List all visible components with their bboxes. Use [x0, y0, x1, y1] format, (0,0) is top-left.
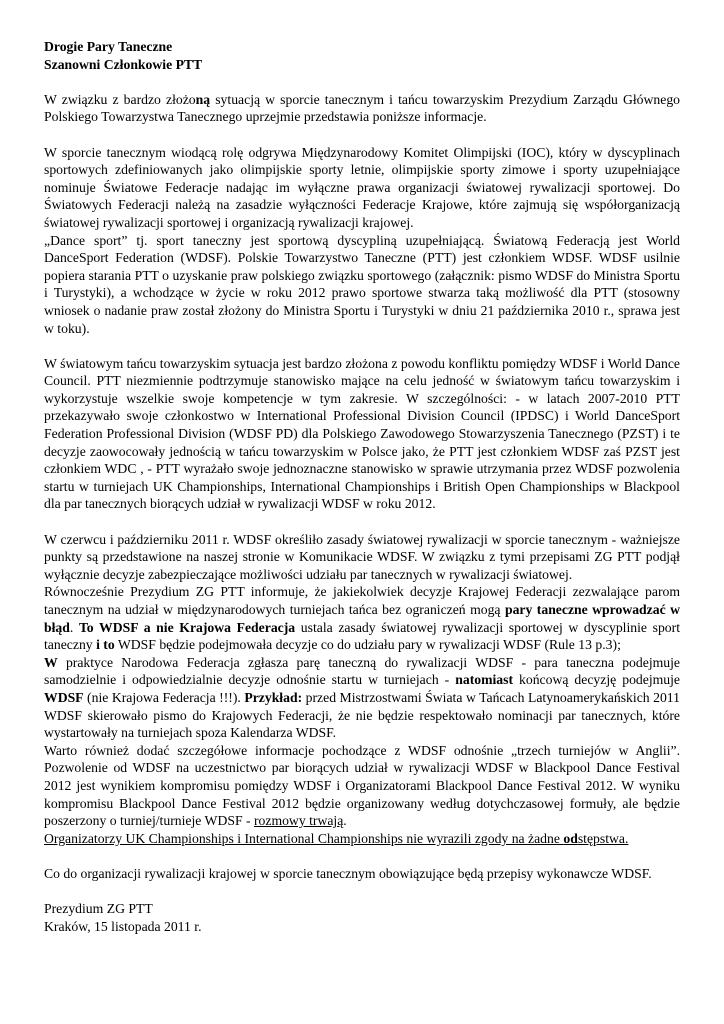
spacer: [44, 847, 680, 865]
signature-block: [44, 900, 680, 935]
uk-underline-bold: od: [563, 830, 578, 846]
uk-paragraph: [44, 830, 680, 848]
also-bold-3: i to: [96, 637, 115, 653]
blackpool-text-1: Warto również dodać szczegółowe informacje pochodzące z WDSF odnośnie „trzech turniejów w Anglii”. Pozwolenie od WDSF na uczestnictwo par biorących udział w rywalizacji WDSF w Blackpool Dance Festival 2012 jest wynikiem kompromisu pomiędzy WDSF i Organizatorami Blackpool Dance Festival 2012. W wyniku kompromisu Blackpool Dance Festival 2012 będzie organizowany według dotychczasowej formuły, ale będzie poszerzony o turniej/turnieje WDSF -: [44, 742, 680, 829]
practice-paragraph: [44, 654, 680, 742]
intro-bold: ną: [195, 91, 211, 107]
practice-text-1: praktyce Narodowa Federacja zgłasza parę taneczną do rywalizacji WDSF - para taneczna podejmuje samodzielnie i odpowiedzialnie decyzje odnośnie startu w turniejach -: [44, 654, 680, 688]
blackpool-underline: rozmowy trwają: [253, 813, 344, 829]
also-text-3: ustala zasady światowej rywalizacji sportowej w dyscyplinie sport taneczny: [44, 619, 681, 653]
ioc-paragraph: W sporcie tanecznym wiodącą rolę odgrywa Międzynarodowy Komitet Olimpijski (IOC), który w dyscyplinach sportowych zdefiniowanych jako olimpijskie sporty letnie, olimpijskie sporty zimowe i sporty uzupełniające nominuje Światowe Federacje nadając im wyłączne prawa organizacji światowej rywalizacji sportowej. Do Światowych Federacji należą na zasadzie wyłączności Federacje Krajowe, które zajmują się współorganizacją światowej rywalizacji sportowej i organizacją rywalizacji krajowej.: [44, 144, 680, 230]
practice-bold-3: WDSF: [44, 689, 84, 705]
spacer: [44, 883, 680, 901]
spacer: [44, 513, 680, 531]
signature-line-2: Kraków, 15 listopada 2011 r.: [44, 918, 202, 934]
also-text-4: WDSF będzie podejmowała decyzje co do udziału pary w rywalizacji WDSF (Rule 13 p.3);: [114, 637, 621, 653]
national-paragraph: Co do organizacji rywalizacji krajowej w sporcie tanecznym obowiązujące będą przepisy wykonawcze WDSF.: [44, 865, 652, 881]
practice-bold-2: natomiast: [455, 672, 514, 688]
practice-text-2: końcową decyzję podejmuje: [513, 672, 680, 688]
practice-bold-1: W: [44, 654, 58, 670]
also-bold-1: pary taneczne wprowadzać w błąd: [44, 602, 680, 635]
blackpool-paragraph: [44, 742, 680, 830]
uk-underline-1: Organizatorzy UK Championships i International Championships nie wyrazili zgody na żadne: [44, 830, 564, 846]
salutation-line-2: Szanowni Członkowie PTT: [44, 56, 203, 72]
blackpool-text-2: .: [343, 813, 347, 829]
also-bold-2: To WDSF a nie Krajowa Federacja: [78, 619, 296, 635]
also-text-1: Równocześnie Prezydium ZG PTT informuje, że jakiekolwiek decyzje Krajowej Federacji zezwalające parom tanecznym na udział w międzynarodowych turniejach tańca bez ograniczeń mogą: [44, 584, 680, 617]
intro-paragraph: [44, 91, 680, 126]
practice-bold-4: Przykład:: [244, 689, 303, 705]
also-text-2: .: [69, 619, 79, 635]
salutation: [44, 38, 680, 73]
dancesport-paragraph: „Dance sport” tj. sport taneczny jest sportową dyscypliną uzupełniającą. Światową Federacją jest World DanceSport Federation (WDSF). Polskie Towarzystwo Taneczne (PTT) jest członkiem WDSF. WDSF usilnie popiera starania PTT o uzyskanie praw polskiego związku sportowego (załącznik: pismo WDSF do Ministra Sportu i Turystyki), a wchodzące w życie w roku 2012 prawo sportowe stwarza taką możliwość dla PTT (stosowny wniosek o nadanie praw został złożony do Ministra Sportu i Turystyki w dniu 21 października 2010 r., sprawa jest w toku).: [44, 232, 680, 336]
conflict-paragraph: W światowym tańcu towarzyskim sytuacja jest bardzo złożona z powodu konfliktu pomiędzy WDSF i World Dance Council. PTT niezmiennie podtrzymuje stanowisko mające na celu jedność w światowym tańcu towarzyskim i wykorzystuje wszelkie swoje kompetencje w tym zakresie. W szczególności: - w latach 2007-2010 PTT przekazywało swoje członkostwo w International Professional Division Council (IPDSC) i World DanceSport Federation Professional Division (WDSF PD) dla Polskiego Zawodowego Stowarzyszenia Tanecznego (PZST) i te decyzje zaowocowały jednością w tańcu towarzyskim w Polsce jako, że PTT jest członkiem WDSF zaś PZST jest członkiem WDC , - PTT wyrażało swoje jednoznaczne stanowisko w sprawie utrzymania przez WDSF pozwolenia startu w turniejach UK Championships, International Championships i British Open Championships w Blackpool dla par tanecznych biorących udział w rywalizacji WDSF w roku 2012.: [44, 355, 680, 512]
also-paragraph: [44, 583, 680, 653]
intro-text-2: sytuacją w sporcie tanecznym i tańcu towarzyskim Prezydium Zarządu Głównego Polskiego Towarzystwa Tanecznego uprzejmie przedstawia poniższe informacje.: [44, 91, 681, 125]
intro-text-1: W związku z bardzo złożo: [44, 91, 196, 107]
practice-text-3: (nie Krajowa Federacja !!!).: [83, 689, 245, 705]
spacer: [44, 73, 680, 91]
rules-paragraph: W czerwcu i październiku 2011 r. WDSF określiło zasady światowej rywalizacji w sporcie tanecznym - ważniejsze punkty są przedstawione na naszej stronie w Komunikacie WDSF. W związku z tymi przepisami ZG PTT podjął wyłącznie decyzje zabezpieczające możliwości udziału par tanecznych w rywalizacji światowej.: [44, 531, 680, 582]
spacer: [44, 126, 680, 144]
spacer: [44, 337, 680, 355]
practice-text-4: przed Mistrzostwami Świata w Tańcach Latynoamerykańskich 2011 WDSF skierowało pismo do Krajowych Federacji, że nie będzie respektowało nominacji par tanecznych, które wystartowały na turniejach spoza Kalendarza WDSF.: [44, 689, 680, 741]
salutation-line-1: Drogie Pary Taneczne: [44, 39, 173, 54]
signature-line-1: Prezydium ZG PTT: [44, 901, 153, 917]
uk-underline-2: stępstwa.: [577, 830, 629, 846]
